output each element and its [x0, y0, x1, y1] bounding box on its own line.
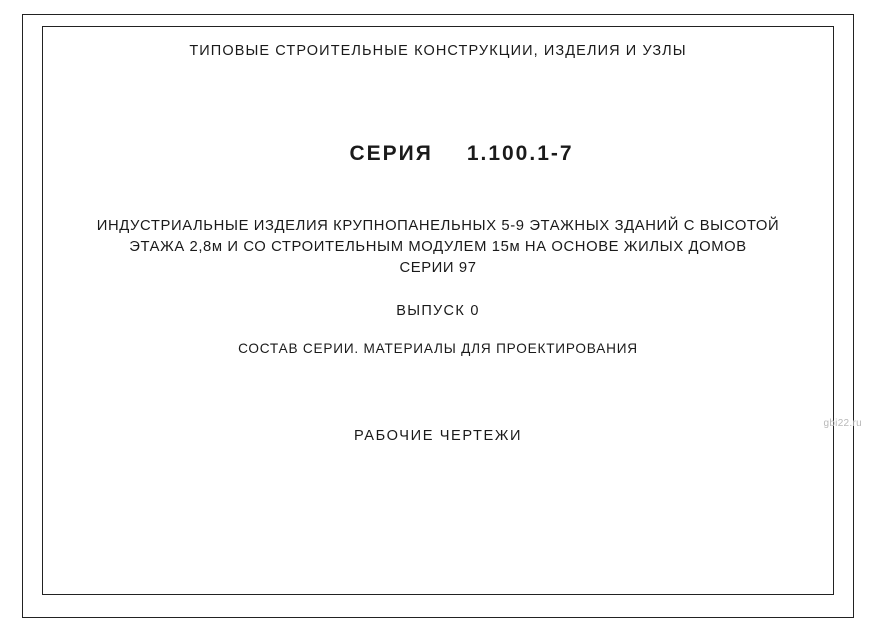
- series-description-line-2: ЭТАЖА 2,8м И СО СТРОИТЕЛЬНЫМ МОДУЛЕМ 15м НА ОСНОВЕ ЖИЛЫХ ДОМОВ: [129, 239, 747, 255]
- working-drawings-label: РАБОЧИЕ ЧЕРТЕЖИ: [353, 428, 523, 444]
- series-description: [68, 216, 808, 279]
- document-heading: ТИПОВЫЕ СТРОИТЕЛЬНЫЕ КОНСТРУКЦИИ, ИЗДЕЛИЯ И УЗЛЫ: [189, 43, 687, 59]
- series-number: 1.100.1-7: [466, 142, 574, 165]
- document-subtitle: СОСТАВ СЕРИИ. МАТЕРИАЛЫ ДЛЯ ПРОЕКТИРОВАНИЯ: [238, 341, 638, 356]
- watermark: gbi22.ru: [823, 418, 862, 429]
- issue-number: ВЫПУСК 0: [396, 303, 480, 319]
- title-block-content: [42, 26, 834, 595]
- series-label: СЕРИЯ: [349, 142, 433, 165]
- series-line: [68, 118, 808, 190]
- series-description-line-3: СЕРИИ 97: [399, 260, 477, 276]
- series-description-line-1: ИНДУСТРИАЛЬНЫЕ ИЗДЕЛИЯ КРУПНОПАНЕЛЬНЫХ 5-9 ЭТАЖНЫХ ЗДАНИЙ С ВЫСОТОЙ: [96, 218, 780, 234]
